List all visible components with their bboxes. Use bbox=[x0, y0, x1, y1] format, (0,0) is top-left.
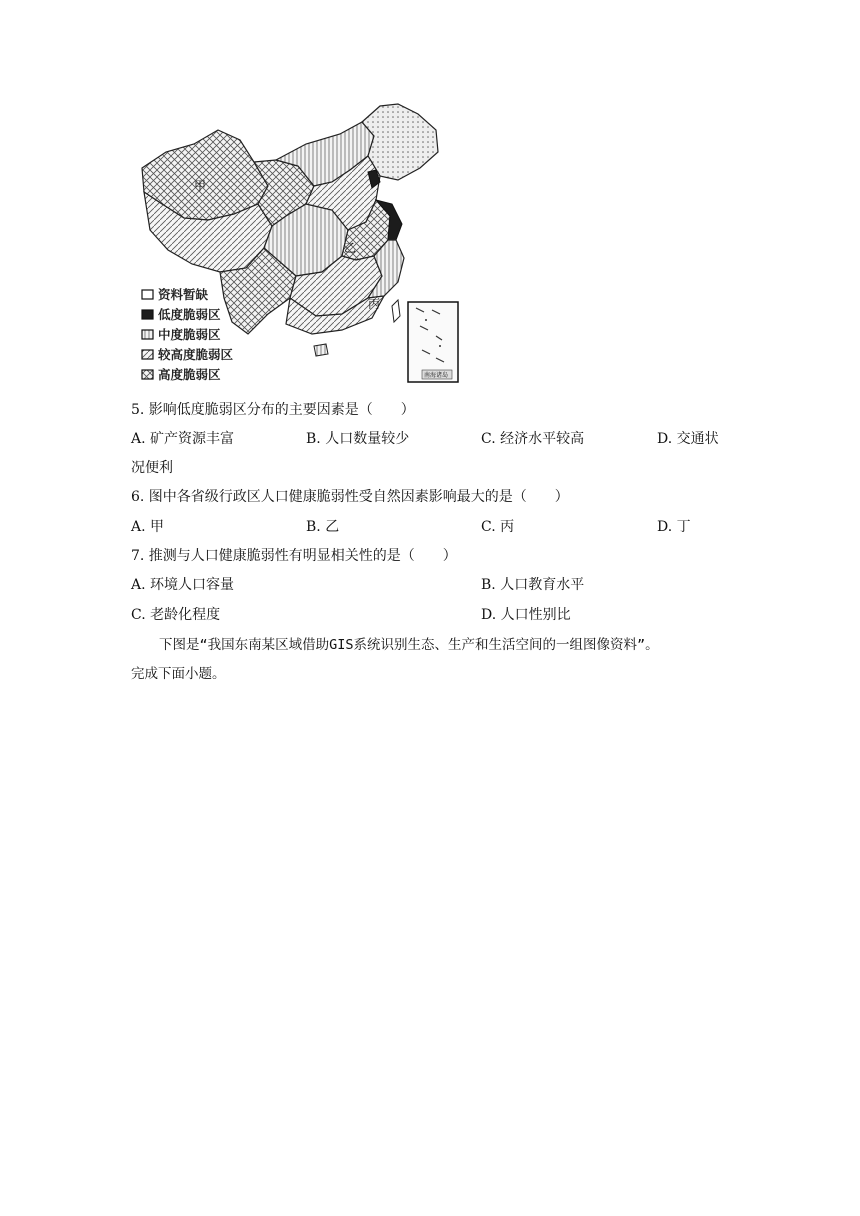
legend-label-high: 较高度脆弱区 bbox=[158, 347, 234, 362]
intro-line-1: 下图是“我国东南某区域借助GIS系统识别生态、生产和生活空间的一组图像资料”。 bbox=[159, 637, 659, 653]
inset-caption: 南海诸岛 bbox=[424, 372, 449, 379]
map-region-taiwan bbox=[392, 300, 400, 322]
question-7-option-c: C. 老龄化程度 bbox=[131, 607, 221, 623]
legend-swatch-low bbox=[142, 310, 153, 319]
question-5-option-d: D. 交通状 bbox=[657, 431, 719, 447]
legend-label-nodata: 资料暂缺 bbox=[158, 287, 209, 302]
map-label-yi: 乙 bbox=[344, 241, 357, 255]
question-7-stem: 7. 推测与人口健康脆弱性有明显相关性的是（ ） bbox=[131, 548, 457, 564]
intro-line-2: 完成下面小题。 bbox=[131, 666, 226, 682]
question-5-stem: 5. 影响低度脆弱区分布的主要因素是（ ） bbox=[131, 402, 415, 418]
map-label-jia: 甲 bbox=[194, 179, 207, 193]
south-china-sea-inset bbox=[408, 302, 458, 382]
question-6-option-a: A. 甲 bbox=[131, 519, 165, 535]
legend-label-medium: 中度脆弱区 bbox=[158, 327, 221, 342]
map-figure bbox=[136, 100, 468, 392]
legend-swatch-medium bbox=[142, 330, 153, 339]
question-7-option-d: D. 人口性别比 bbox=[481, 607, 571, 623]
vulnerability-map bbox=[136, 100, 468, 392]
map-legend bbox=[142, 287, 234, 382]
question-6-option-b: B. 乙 bbox=[306, 519, 340, 535]
question-6-stem: 6. 图中各省级行政区人口健康脆弱性受自然因素影响最大的是（ ） bbox=[131, 489, 569, 505]
legend-swatch-high bbox=[142, 350, 153, 359]
legend-label-low: 低度脆弱区 bbox=[158, 307, 221, 322]
question-7-option-b: B. 人口教育水平 bbox=[481, 577, 585, 593]
question-5-option-a: A. 矿产资源丰富 bbox=[131, 431, 235, 447]
legend-swatch-nodata bbox=[142, 290, 153, 299]
map-label-bing: 丙 bbox=[368, 297, 381, 311]
legend-swatch-very-high bbox=[142, 370, 153, 379]
question-5-option-b: B. 人口数量较少 bbox=[306, 431, 410, 447]
question-6-option-c: C. 丙 bbox=[481, 519, 515, 535]
question-5-option-c: C. 经济水平较高 bbox=[481, 431, 585, 447]
legend-label-very-high: 高度脆弱区 bbox=[158, 367, 221, 382]
question-6-option-d: D. 丁 bbox=[657, 519, 691, 535]
question-7-option-a: A. 环境人口容量 bbox=[131, 577, 235, 593]
question-5-option-d-continued: 况便利 bbox=[131, 460, 173, 476]
map-region-hainan bbox=[314, 344, 328, 356]
